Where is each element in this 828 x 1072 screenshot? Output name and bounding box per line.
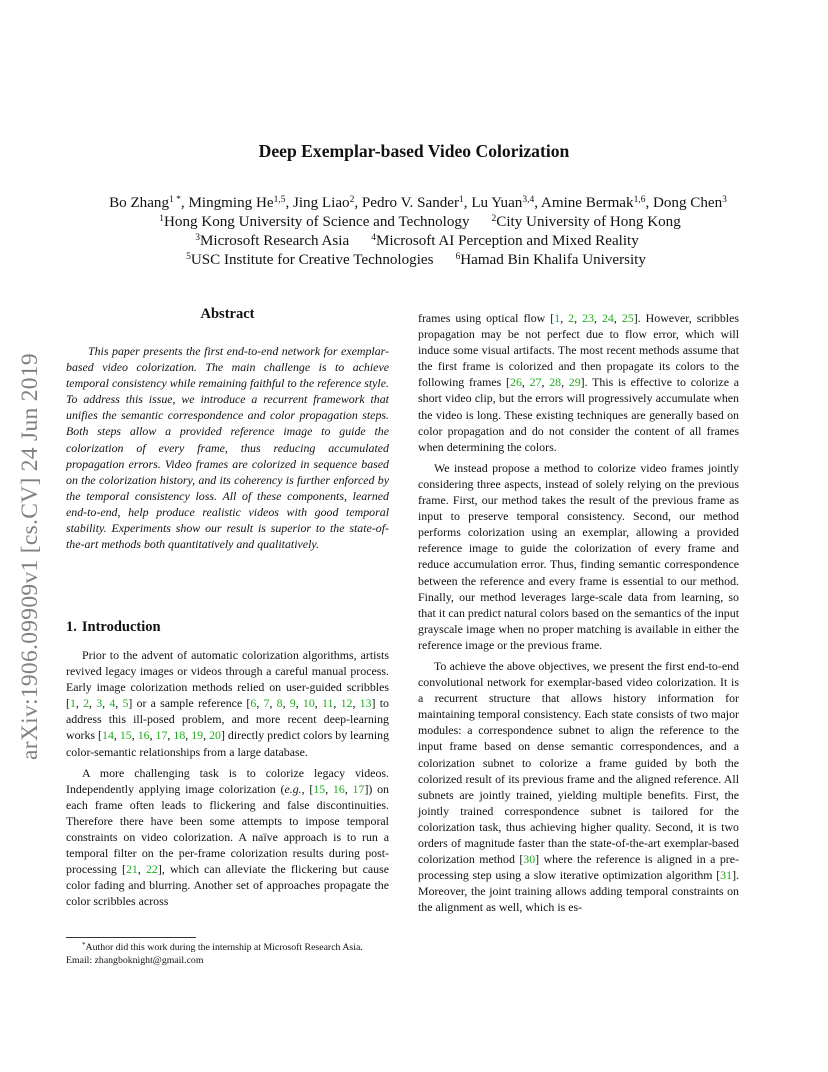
affiliation: $^3$Microsoft Research Asia — [195, 233, 350, 249]
citation-link[interactable]: 21 — [125, 862, 138, 877]
citation-link[interactable]: 12 — [340, 696, 353, 711]
citation-link[interactable]: 16 — [332, 781, 345, 796]
footnote-rule — [66, 937, 196, 938]
affiliation: $^5$USC Institute for Creative Technologies — [186, 252, 434, 268]
citation-link[interactable]: 13 — [359, 696, 372, 711]
citation-link[interactable]: 18 — [173, 728, 186, 743]
citation-link[interactable]: 30 — [523, 852, 536, 867]
abstract-heading: Abstract — [200, 306, 255, 322]
citation-link[interactable]: 10 — [302, 696, 315, 711]
author: Lu Yuan$^{3,4}$ — [471, 195, 535, 211]
citation-link[interactable]: 2 — [568, 311, 575, 325]
citation-link[interactable]: 24 — [601, 311, 614, 325]
author: Pedro V. Sander$^1$ — [361, 195, 464, 211]
footnote-email: Email: zhangboknight@gmail.com — [66, 955, 204, 966]
citation-link[interactable]: 26 — [510, 375, 522, 390]
citation-link[interactable]: 22 — [145, 862, 158, 877]
emphasis: e.g. — [284, 781, 302, 796]
paper-title: Deep Exemplar-based Video Colorization — [258, 141, 570, 161]
citation-link[interactable]: 28 — [549, 375, 562, 390]
author: Jing Liao$^2$ — [292, 195, 355, 211]
citation-link[interactable]: 1 — [69, 696, 76, 711]
footnote-line: *Author did this work during the internship at Microsoft Research Asia. — [82, 941, 363, 953]
citation-link[interactable]: 3 — [96, 696, 103, 711]
left-column-body — [66, 647, 389, 915]
author: Bo Zhang$^{1 *}$ — [109, 195, 181, 211]
paragraph: frames using optical flow [1, 2, 23, 24, 25]. However, scribbles propagation may be not perfect due to flow error, which will induce some visual artifacts. The most recent methods assume that the first frame is colorized and then propagate its colors to the following frames [26, 27, 28, 29]. This is effective to colorize a short video clip, but the errors will progressively accumulate when the video is long. These existing techniques are generally based on color propagation and do not consider the content of all frames when determining the colors. — [418, 311, 740, 454]
citation-link[interactable]: 6 — [250, 696, 257, 711]
footnote — [66, 941, 391, 967]
citation-link[interactable]: 23 — [582, 311, 594, 325]
citation-link[interactable]: 17 — [352, 781, 365, 796]
affiliation: $^1$Hong Kong University of Science and Technology — [159, 214, 470, 230]
citation-link[interactable]: 15 — [119, 728, 132, 743]
affiliation-line — [6, 213, 828, 232]
citation-link[interactable]: 15 — [313, 781, 326, 796]
affiliation: $^4$Microsoft AI Perception and Mixed Reality — [371, 233, 639, 249]
citation-link[interactable]: 25 — [621, 311, 634, 325]
paragraph: Prior to the advent of automatic colorization algorithms, artists revived legacy images or videos through a careful manual process. Early image colorization methods relied on user-guided scribbles [1, 2, 3, 4, 5] or a sample reference [6, 7, 8, 9, 10, 11, 12, 13] to address this ill-posed problem, and more recent deep-learning works [14, 15, 16, 17, 18, 19, 20] directly predict colors by learning color-semantic relationships from a large database. — [66, 648, 390, 759]
citation-link[interactable]: 1 — [554, 311, 561, 325]
author: Mingming He$^{1,5}$ — [188, 195, 286, 211]
right-column-body — [418, 310, 739, 920]
citation-link[interactable]: 20 — [209, 728, 221, 743]
citation-link[interactable]: 16 — [137, 728, 150, 743]
citation-link[interactable]: 4 — [109, 696, 116, 711]
paragraph: A more challenging task is to colorize legacy videos. Independently applying image colorization (e.g., [15, 16, 17]) on each frame often leads to flickering and false discontinuities. Therefore there have been some attempts to impose temporal constraints on video colorization. A naïve approach is to run a temporal filter on the per-frame colorization results during post-processing [21, 22], which can alleviate the flickering but cause color fading and blurring. Another set of approaches propagate the color scribbles across — [66, 765, 389, 909]
citation-link[interactable]: 31 — [720, 868, 733, 883]
affiliation-line — [3, 232, 828, 251]
affiliation: $^6$Hamad Bin Khalifa University — [455, 252, 646, 268]
affiliation-line — [2, 251, 828, 270]
citation-link[interactable]: 2 — [83, 696, 90, 711]
citation-link[interactable]: 5 — [122, 696, 129, 711]
citation-link[interactable]: 9 — [289, 696, 296, 711]
arxiv-identifier: arXiv:1906.09909v1 [cs.CV] 24 Jun 2019 — [17, 353, 43, 760]
citation-link[interactable]: 11 — [321, 696, 334, 711]
citation-link[interactable]: 19 — [191, 728, 204, 743]
citation-link[interactable]: 8 — [276, 696, 283, 711]
abstract-text: This paper presents the first end-to-end network for exemplar-based video colorization. The main challenge is to achieve temporal consistency while remaining faithful to the reference style. To address this issue, we introduce a recurrent framework that unifies the semantic correspondence and color propagation steps. Both steps allow a provided reference image to guide the colorization of every frame, thus reducing accumulated propagation errors. Video frames are colorized in sequence based on the colorization history, and its coherency is further enforced by the temporal consistency loss. All of these components, learned end-to-end, help produce realistic videos with good temporal stability. Experiments show our result is superior to the state-of-the-art methods both quantitatively and qualitatively. — [66, 344, 389, 552]
citation-link[interactable]: 7 — [263, 696, 270, 711]
section-title: Introduction — [81, 619, 161, 635]
citation-link[interactable]: 17 — [155, 728, 168, 743]
citation-link[interactable]: 27 — [529, 375, 542, 390]
author: Dong Chen$^3$ — [652, 195, 727, 211]
paragraph: We instead propose a method to colorize video frames jointly considering three aspects, instead of solely relying on the previous frame. First, our method takes the result of the previous frame as input to preserve temporal consistency. Second, our method performs colorization using an exemplar, allowing a provided reference image to guide the colorization of every frame and reduce accumulation error. Thus, finding semantic correspondence between the reference and every frame is essential to our method. Finally, our method leverages large-scale data from learning, so that it can predict natural colors based on the semantics of the input grayscale image when no proper matching is available in either the reference image or the previous frame. — [418, 460, 739, 652]
citation-link[interactable]: 14 — [102, 728, 114, 743]
affiliation: $^2$City University of Hong Kong — [491, 214, 681, 230]
author-list: Bo Zhang$^{1 *}$, Mingming He$^{1,5}$, Jing Liao$^2$, Pedro V. Sander$^1$, Lu Yuan$^{3,4}$, Amine Bermak$^{1,6}$, Dong Chen$^3$ — [109, 195, 727, 211]
citation-link[interactable]: 29 — [568, 375, 581, 390]
section-number: 1. — [66, 619, 77, 635]
section-heading — [66, 619, 161, 636]
footnote-mark: * — [82, 941, 86, 949]
author: Amine Bermak$^{1,6}$ — [540, 195, 646, 211]
paragraph: To achieve the above objectives, we present the first end-to-end convolutional network for exemplar-based video colorization. It is a recurrent structure that allows history information for maintaining temporal consistency. Each state consists of two major modules: a correspondence subnet to align the reference to the input frame based on dense semantic correspondences, and a colorization subnet to colorize a frame guided by both the colorized result of its previous frame and the aligned reference. All subnets are jointly trained, yielding multiple benefits. First, the jointly trained correspondence subnet is tailored for the colorization task, thus achieving higher quality. Second, it is two orders of magnitude faster than the state-of-the-art exemplar-based colorization method [30] where the reference is aligned in a pre-processing step using a slow iterative optimization algorithm [31]. Moreover, the joint training allows adding temporal constraints on the alignment as well, which is es- — [418, 658, 739, 915]
